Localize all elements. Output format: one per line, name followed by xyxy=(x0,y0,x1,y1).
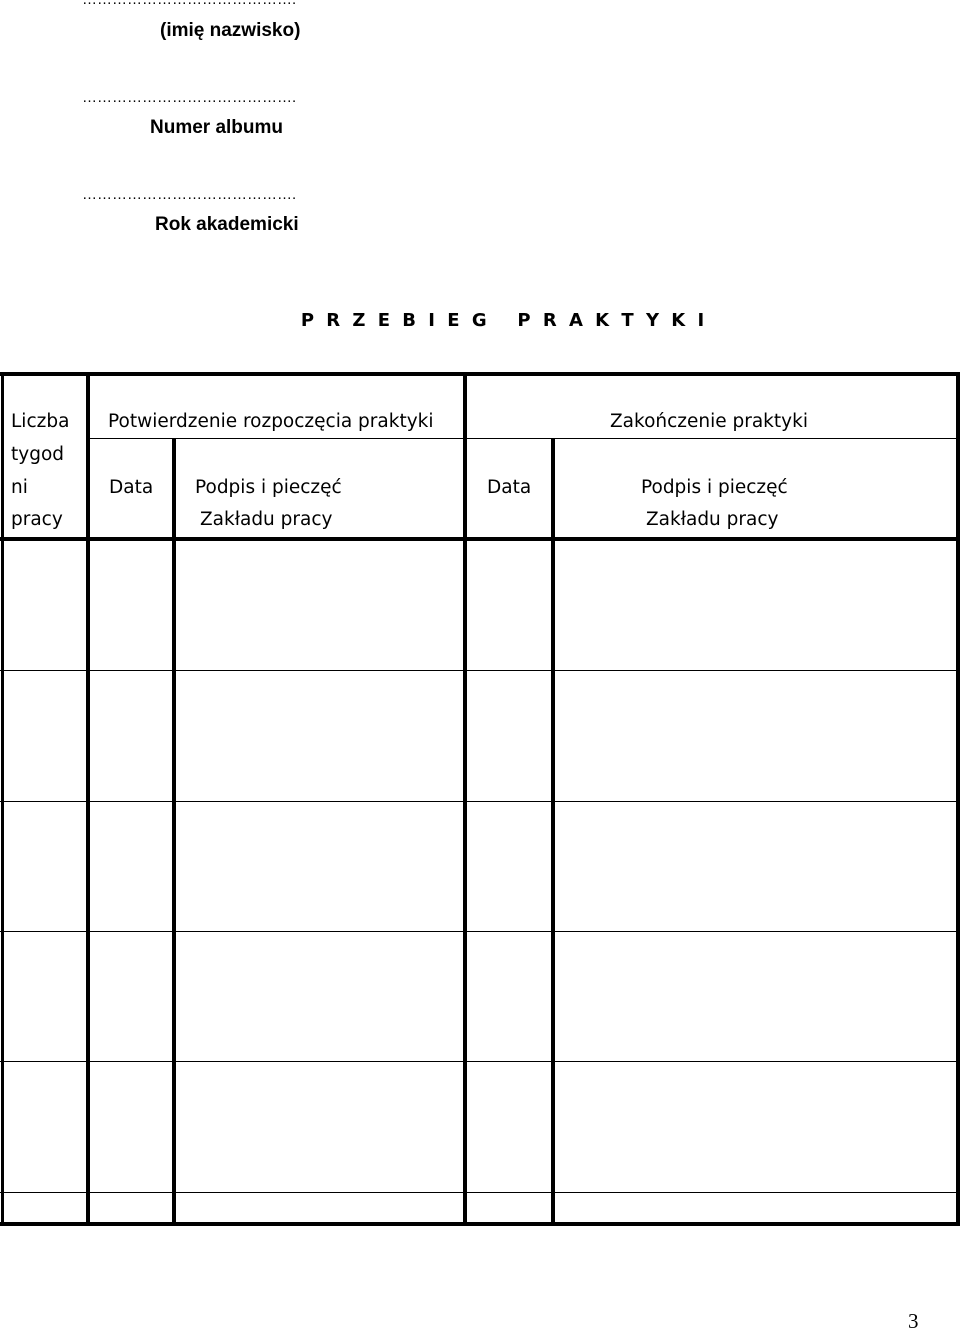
album-dots: ……………………………………. xyxy=(82,89,297,106)
year-dots: ……………………………………. xyxy=(82,186,297,203)
start-sign-label-line2: Zakładu pracy xyxy=(200,509,333,530)
weeks-header-line2: tygod xyxy=(11,444,65,465)
weeks-header-line3: ni xyxy=(11,477,28,498)
weeks-header-line4: pracy xyxy=(11,509,63,530)
start-header: Potwierdzenie rozpoczęcia praktyki xyxy=(108,411,434,432)
end-date-label: Data xyxy=(487,477,532,498)
column-divider-start-end xyxy=(463,372,467,1226)
table-top-border xyxy=(0,372,960,376)
page-number: 3 xyxy=(908,1309,919,1333)
row-divider xyxy=(0,1192,960,1193)
table-left-border xyxy=(1,372,4,1226)
table-right-border xyxy=(956,372,960,1226)
start-date-label: Data xyxy=(109,477,154,498)
subheader-divider xyxy=(88,438,960,439)
table-header-bottom-border xyxy=(0,537,960,541)
weeks-header-line1: Liczba xyxy=(11,411,70,432)
start-sign-label-line1: Podpis i pieczęć xyxy=(195,477,342,498)
row-divider xyxy=(0,1061,960,1062)
column-divider-end-date xyxy=(551,438,555,1226)
document-title: P R Z E B I E G P R A K T Y K I xyxy=(300,310,708,331)
table-bottom-border xyxy=(0,1222,960,1226)
name-label: (imię nazwisko) xyxy=(160,20,301,41)
end-sign-label-line2: Zakładu pracy xyxy=(646,509,779,530)
album-label: Numer albumu xyxy=(150,117,284,138)
end-sign-label-line1: Podpis i pieczęć xyxy=(641,477,788,498)
row-divider xyxy=(0,931,960,932)
name-dots xyxy=(82,0,296,8)
column-divider-weeks xyxy=(86,372,90,1226)
end-header: Zakończenie praktyki xyxy=(610,411,808,432)
row-divider xyxy=(0,801,960,802)
row-divider xyxy=(0,670,960,671)
column-divider-start-date xyxy=(172,438,176,1226)
year-label: Rok akademicki xyxy=(155,214,299,235)
